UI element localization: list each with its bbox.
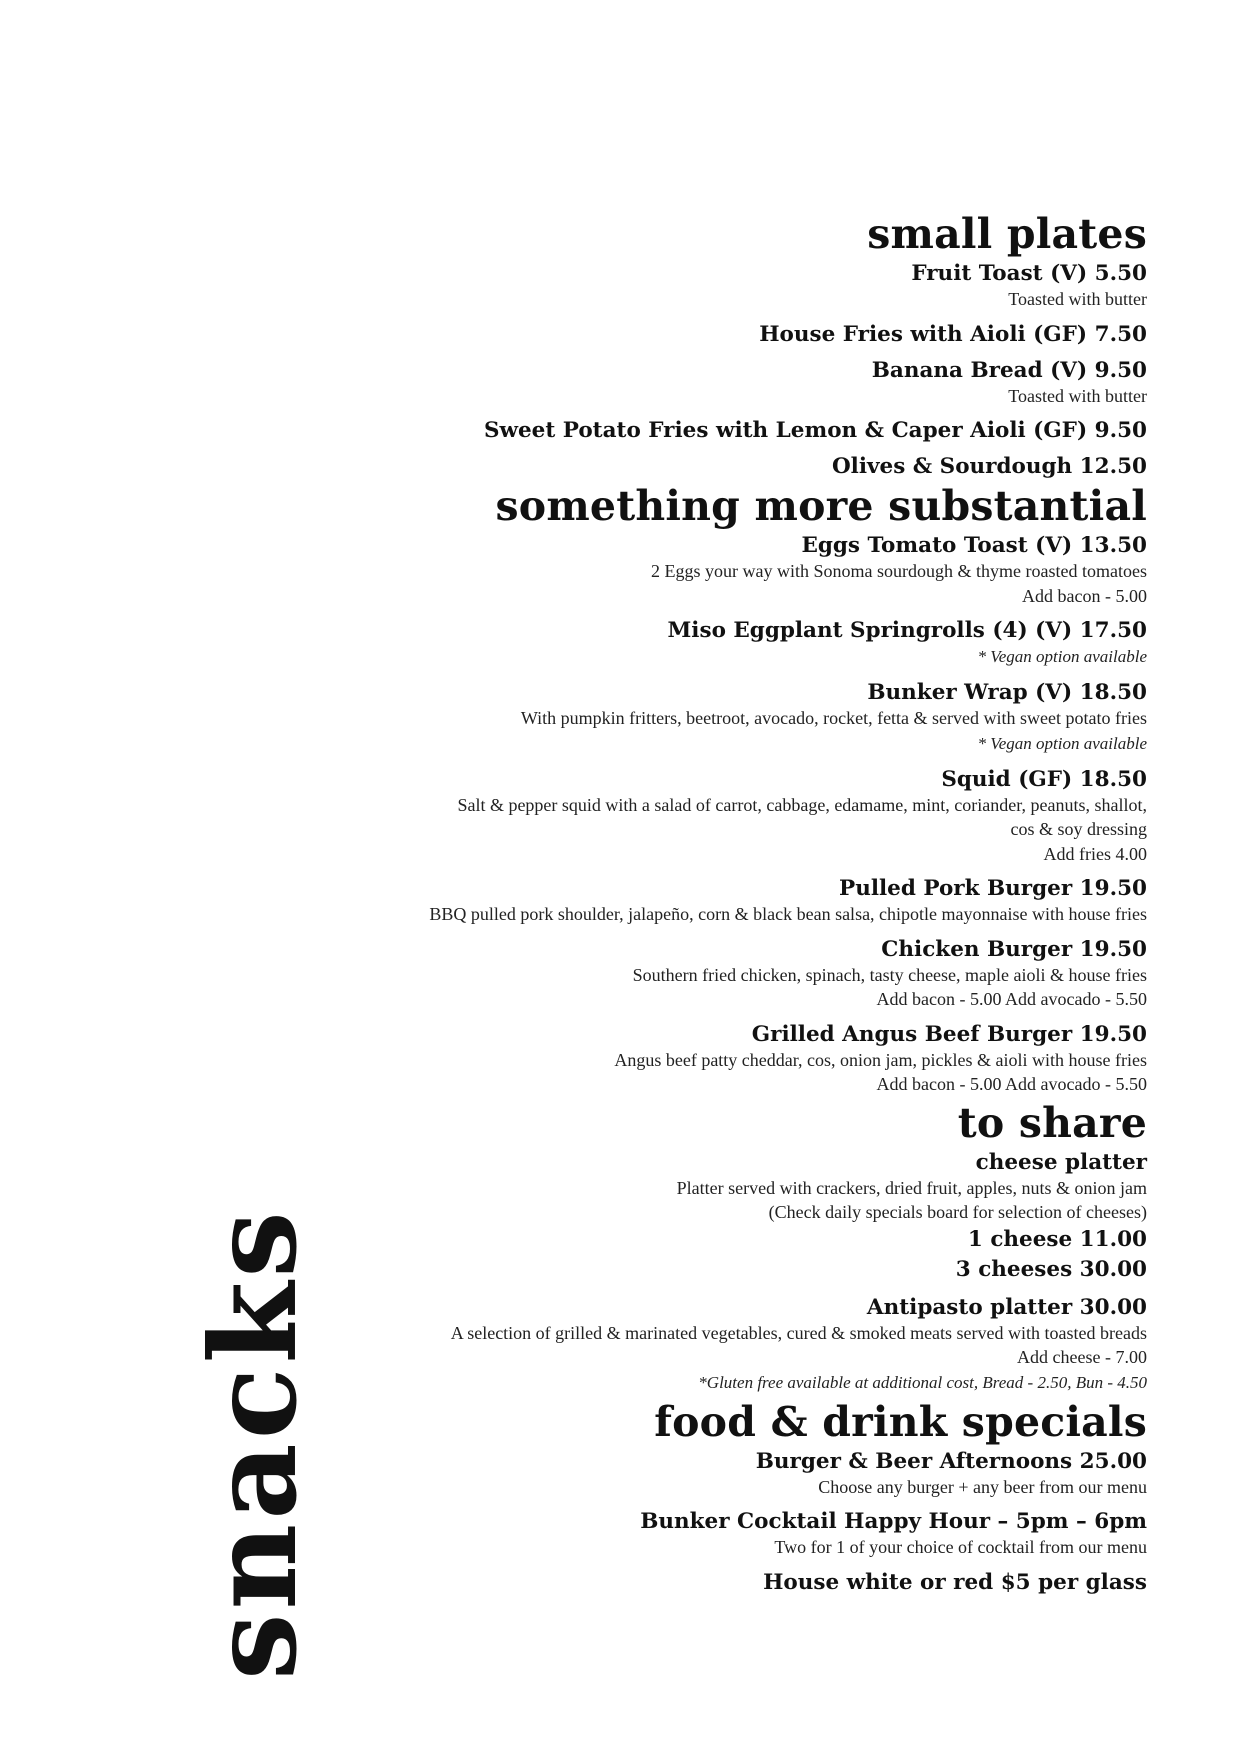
section-title: something more substantial xyxy=(495,482,1147,530)
menu-item xyxy=(147,679,1147,757)
item-description: With pumpkin fritters, beetroot, avocado, rocket, fetta & served with sweet potato fries xyxy=(520,708,1147,728)
item-name xyxy=(147,875,1147,902)
item-label: Miso Eggplant Springrolls (4) (V) xyxy=(667,618,1073,643)
item-label: Banana Bread (V) xyxy=(871,357,1088,383)
item-price: 18.50 xyxy=(1079,766,1147,792)
item-name xyxy=(147,679,1147,706)
item-description: Two for 1 of your choice of cocktail from our menu xyxy=(774,1537,1147,1557)
item-description: BBQ pulled pork shoulder, jalapeño, corn & black bean salsa, chipotle mayonnaise with house fries xyxy=(429,904,1147,924)
item-price: 12.50 xyxy=(1079,454,1147,479)
item-description: (Check daily specials board for selection of cheeses) xyxy=(768,1202,1147,1222)
item-label: House white or red xyxy=(763,1569,994,1595)
item-description: A selection of grilled & marinated vegetables, cured & smoked meats served with toasted breads xyxy=(450,1322,1147,1343)
item-label: Chicken Burger xyxy=(881,936,1073,962)
item-name xyxy=(147,417,1147,444)
section-title: to share xyxy=(957,1098,1147,1147)
item-label: Olives & Sourdough xyxy=(831,454,1073,479)
menu-item xyxy=(147,260,1147,312)
item-label: Fruit Toast (V) xyxy=(911,261,1088,286)
item-price: 25.00 xyxy=(1079,1448,1147,1474)
menu-item xyxy=(147,357,1147,409)
item-price: $5 per glass xyxy=(1000,1569,1147,1595)
item-description: Toasted with butter xyxy=(1008,289,1147,309)
item-price: 13.50 xyxy=(1079,533,1147,558)
item-label: Pulled Pork Burger xyxy=(839,876,1073,901)
item-note: * Vegan option available xyxy=(977,647,1147,666)
item-note: * Vegan option available xyxy=(977,733,1147,753)
item-description: Platter served with crackers, dried fruit, apples, nuts & onion jam xyxy=(676,1177,1147,1198)
item-description: Choose any burger + any beer from our menu xyxy=(818,1476,1147,1497)
menu-item xyxy=(147,617,1147,670)
section-title: small plates xyxy=(867,210,1147,258)
menu-section xyxy=(147,482,1147,1097)
menu-item xyxy=(147,766,1147,867)
item-price: 19.50 xyxy=(1079,936,1147,962)
item-name xyxy=(147,453,1147,480)
item-price: 30.00 xyxy=(1079,1294,1147,1320)
item-price-option: 1 cheese 11.00 xyxy=(967,1226,1147,1252)
item-label: Bunker Wrap (V) xyxy=(867,680,1073,705)
item-price: 9.50 xyxy=(1094,418,1147,443)
item-label: Antipasto platter xyxy=(866,1294,1073,1320)
item-label: Bunker Cocktail Happy Hour – 5pm – 6pm xyxy=(640,1509,1147,1534)
item-description: Toasted with butter xyxy=(1008,385,1147,406)
item-name xyxy=(147,617,1147,644)
snacks-side-title: snacks xyxy=(184,1207,323,1680)
section-title: food & drink specials xyxy=(654,1397,1147,1446)
menu-item xyxy=(147,321,1147,348)
item-description: Add cheese - 7.00 xyxy=(1017,1347,1147,1367)
item-note: *Gluten free available at additional cost, Bread - 2.50, Bun - 4.50 xyxy=(698,1372,1147,1392)
item-price-option: 3 cheeses 30.00 xyxy=(955,1256,1147,1282)
item-price: 7.50 xyxy=(1094,321,1147,347)
menu-item xyxy=(147,875,1147,927)
item-description: Add bacon - 5.00 Add avocado - 5.50 xyxy=(876,1074,1147,1094)
menu-section xyxy=(147,210,1147,480)
item-name xyxy=(147,1149,1147,1176)
item-name xyxy=(147,532,1147,559)
item-price: 9.50 xyxy=(1094,357,1147,383)
item-description: Southern fried chicken, spinach, tasty cheese, maple aioli & house fries xyxy=(632,964,1147,985)
menu-item xyxy=(147,532,1147,608)
item-label: Burger & Beer Afternoons xyxy=(755,1448,1073,1474)
menu-item xyxy=(147,1021,1147,1097)
item-name xyxy=(147,936,1147,963)
item-description: cos & soy dressing xyxy=(1010,819,1147,839)
item-label: Squid (GF) xyxy=(941,766,1073,792)
item-price: 19.50 xyxy=(1079,876,1147,901)
menu-item xyxy=(147,936,1147,1012)
item-description: Add bacon - 5.00 xyxy=(1022,585,1147,606)
item-price: 17.50 xyxy=(1079,618,1147,643)
item-label: Sweet Potato Fries with Lemon & Caper Aioli (GF) xyxy=(483,418,1088,443)
item-name xyxy=(147,321,1147,348)
item-description: Add fries 4.00 xyxy=(1043,843,1147,864)
item-description: Salt & pepper squid with a salad of carrot, cabbage, edamame, mint, coriander, peanuts, shallot, xyxy=(457,794,1147,815)
item-label: Grilled Angus Beef Burger xyxy=(751,1021,1073,1047)
item-label: House Fries with Aioli (GF) xyxy=(759,321,1088,347)
item-name xyxy=(147,260,1147,287)
item-label: Eggs Tomato Toast (V) xyxy=(801,533,1073,558)
item-price: 18.50 xyxy=(1079,680,1147,705)
item-name xyxy=(147,357,1147,384)
item-description: 2 Eggs your way with Sonoma sourdough & thyme roasted tomatoes xyxy=(651,561,1147,581)
item-label: cheese platter xyxy=(975,1149,1147,1175)
item-description: Add bacon - 5.00 Add avocado - 5.50 xyxy=(876,989,1147,1009)
item-description: Angus beef patty cheddar, cos, onion jam, pickles & aioli with house fries xyxy=(614,1049,1147,1070)
menu-item xyxy=(147,453,1147,480)
item-name xyxy=(147,766,1147,793)
item-price: 19.50 xyxy=(1079,1021,1147,1047)
item-name xyxy=(147,1021,1147,1048)
menu-item xyxy=(147,417,1147,444)
item-price: 5.50 xyxy=(1094,261,1147,286)
